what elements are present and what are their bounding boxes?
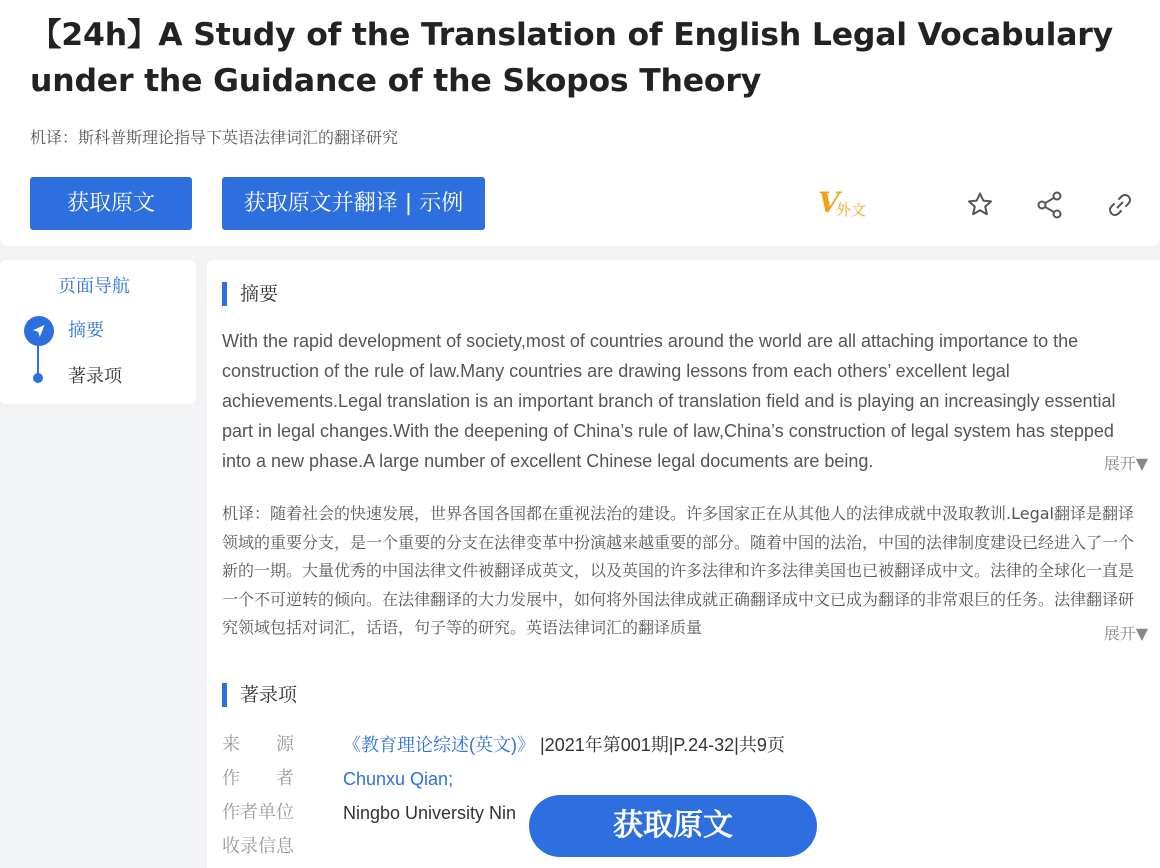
source-detail: |2021年第001期|P.24-32|共9页 bbox=[535, 735, 785, 755]
nav-title: 页面导航 bbox=[58, 276, 130, 297]
source-journal-link[interactable]: 《教育理论综述(英文)》 bbox=[343, 735, 535, 755]
section-bar bbox=[222, 282, 227, 306]
link-icon[interactable] bbox=[1104, 189, 1136, 221]
floating-get-original-button[interactable]: 获取原文 bbox=[529, 795, 817, 857]
article-title: 【24h】A Study of the Translation of English Legal Vocabulary under the Guidance of the Skopos Theory bbox=[30, 17, 1113, 99]
bibliography-heading-label: 著录项 bbox=[240, 684, 298, 706]
abstract-heading-label: 摘要 bbox=[240, 283, 279, 305]
nav-item-abstract[interactable]: 摘要 bbox=[68, 320, 104, 341]
source-label: 来 源 bbox=[222, 734, 294, 755]
waiwen-logo-text: 外文 bbox=[836, 201, 867, 219]
share-icon[interactable] bbox=[1034, 189, 1066, 221]
waiwen-logo[interactable] bbox=[818, 186, 878, 219]
section-bar bbox=[222, 683, 227, 707]
expand-english-button[interactable]: 展开▼ bbox=[1090, 450, 1148, 478]
nav-dot bbox=[33, 373, 43, 383]
abstract-english: With the rapid development of society,most of countries around the world are all attaching importance to the construction of the rule of law.Many countries are drawing lessons from each others’ excellent legal achievements.Legal translation is an important branch of translation field and is playing an increasingly essential part in legal changes.With the deepening of China’s rule of law,China’s construction of legal system has stepped into a new phase.A large number of excellent Chinese legal documents are being. bbox=[222, 331, 1116, 471]
star-icon[interactable] bbox=[964, 189, 996, 221]
get-original-button[interactable]: 获取原文 bbox=[30, 177, 192, 230]
page-navigation bbox=[0, 260, 196, 404]
article-header bbox=[0, 0, 1160, 246]
machine-translated-title: 机译：斯科普斯理论指导下英语法律词汇的翻译研究 bbox=[30, 128, 399, 147]
indexing-label: 收录信息 bbox=[222, 836, 294, 857]
author-label: 作 者 bbox=[222, 768, 294, 789]
get-original-and-translate-button[interactable]: 获取原文并翻译 | 示例 bbox=[222, 177, 485, 230]
organization-value: Ningbo University Nin bbox=[343, 803, 517, 823]
navigation-arrow-icon bbox=[24, 316, 54, 346]
nav-item-bibliography[interactable]: 著录项 bbox=[68, 366, 122, 387]
organization-label: 作者单位 bbox=[222, 802, 294, 823]
waiwen-logo-v: V bbox=[818, 186, 840, 219]
nav-connector bbox=[37, 346, 39, 376]
main-content bbox=[207, 260, 1160, 868]
abstract-machine-translation: 机译：随着社会的快速发展，世界各国各国都在重视法治的建设。许多国家正在从其他人的法律成就中汲取教训.Legal翻译是翻译领域的重要分支，是一个重要的分支在法律变革中扮演越来越重要的部分。随着中国的法治，中国的法律制度建设已经进入了一个新的一期。大量优秀的中国法律文件被翻译成英文，以及英国的许多法律和许多法律美国也已被翻译成中文。法律的全球化一直是一个不可逆转的倾向。在法律翻译的大力发展中，如何将外国法律成就正确翻译成中文已成为翻译的非常艰巨的任务。法律翻译研究领域包括对词汇，话语，句子等的研究。英语法律词汇的翻译质量 bbox=[222, 504, 1135, 637]
source-value bbox=[343, 730, 785, 760]
author-link[interactable]: Chunxu Qian; bbox=[343, 769, 454, 789]
expand-machine-button[interactable]: 展开▼ bbox=[1090, 620, 1148, 648]
